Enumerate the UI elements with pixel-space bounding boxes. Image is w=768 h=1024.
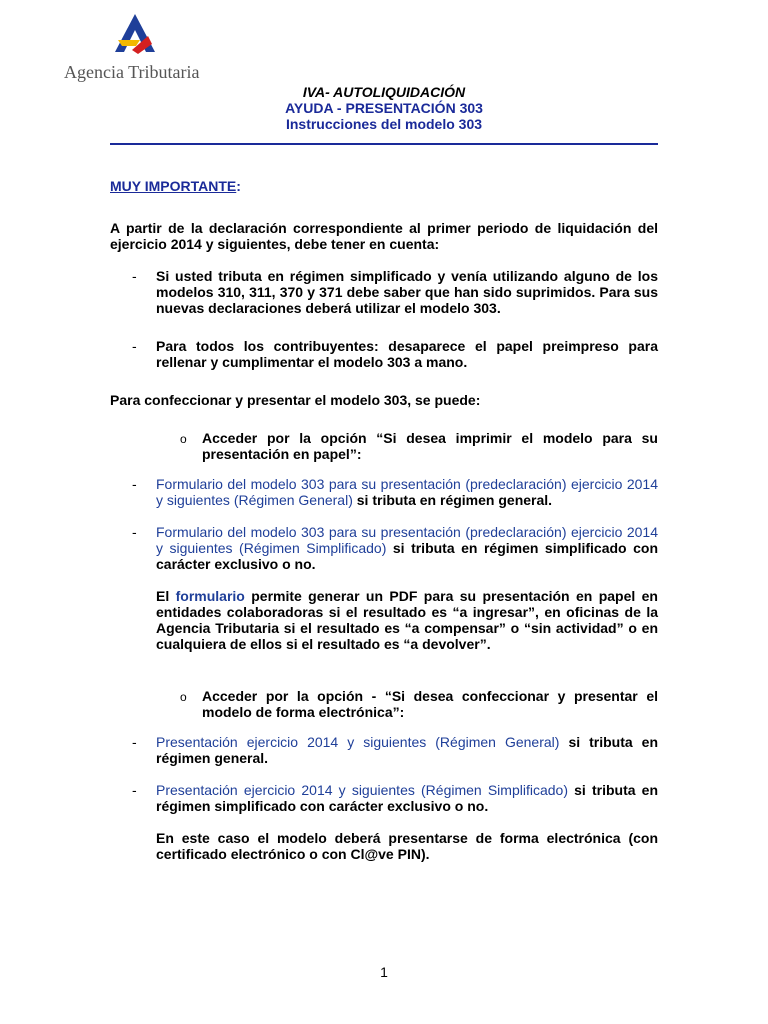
form-general-link[interactable]: Formulario del modelo 303 para su presentación (predeclaración) ejercicio 2014 y siguientes (Régimen General) — [156, 476, 658, 508]
important-label: MUY IMPORTANTE — [110, 178, 237, 194]
intro-paragraph: A partir de la declaración correspondiente al primer periodo de liquidación del ejercicio 2014 y siguientes, debe tener en cuenta: — [110, 220, 658, 252]
document-header — [110, 84, 658, 132]
option-electronic-text: Acceder por la opción - “Si desea confeccionar y presentar el modelo de forma electrónica”: — [202, 688, 658, 720]
circle-marker: o — [180, 690, 187, 704]
document-body — [110, 178, 658, 862]
agencia-tributaria-logo — [64, 10, 214, 80]
list-item — [110, 268, 658, 316]
presentation-general-link[interactable]: Presentación ejercicio 2014 y siguientes (Régimen General) — [156, 734, 560, 750]
lead-paragraph: Para confeccionar y presentar el modelo 303, se puede: — [110, 392, 481, 408]
list-item — [110, 476, 658, 508]
pdf-paragraph — [110, 588, 658, 652]
header-subtitle: AYUDA - PRESENTACIÓN 303 — [285, 100, 483, 116]
pdf-pre-text: El — [156, 588, 176, 604]
closing-paragraph: En este caso el modelo deberá presentarse de forma electrónica (con certificado electrónico o con Cl@ve PIN). — [156, 830, 658, 862]
agencia-tributaria-emblem-icon — [112, 12, 158, 58]
presentation-simplified-text: si tributa en régimen simplificado con carácter exclusivo o no. — [156, 782, 659, 814]
list-item — [110, 338, 658, 370]
header-title: IVA- AUTOLIQUIDACIÓN — [302, 84, 466, 100]
option-electronic — [110, 688, 658, 720]
form-simplified-link[interactable]: Formulario del modelo 303 para su presentación (predeclaración) ejercicio 2014 y siguientes (Régimen Simplificado) — [156, 524, 658, 556]
dash-marker: - — [132, 476, 137, 492]
page-number: 1 — [380, 964, 388, 980]
presentation-general-text: si tributa en régimen general. — [156, 734, 659, 766]
formulario-link[interactable]: formulario — [175, 588, 245, 604]
circle-marker: o — [180, 432, 187, 446]
header-divider — [110, 143, 658, 145]
option-paper — [110, 430, 658, 462]
dash-marker: - — [132, 782, 137, 798]
dash-marker: - — [132, 338, 137, 354]
presentation-simplified-link[interactable]: Presentación ejercicio 2014 y siguientes (Régimen Simplificado) — [156, 782, 568, 798]
bullet-text: Si usted tributa en régimen simplificado y venía utilizando alguno de los modelos 310, 311, 370 y 371 debe saber que han sido suprimidos. Para sus nuevas declaraciones deberá utilizar el modelo 303. — [156, 268, 658, 316]
option-paper-text: Acceder por la opción “Si desea imprimir el modelo para su presentación en papel”: — [202, 430, 658, 462]
list-item — [110, 782, 658, 814]
form-simplified-text: si tributa en régimen simplificado con carácter exclusivo o no. — [156, 540, 659, 572]
header-instructions: Instrucciones del modelo 303 — [285, 116, 483, 132]
list-item — [110, 524, 658, 572]
pdf-post-text: permite generar un PDF para su presentación en papel en entidades colaboradoras si el resultado es “a ingresar”, en oficinas de la Agencia Tributaria si el resultado es “a compensar” o “sin actividad” o en cualquiera de ellos si el resultado es “a devolver”. — [156, 588, 658, 652]
dash-marker: - — [132, 268, 137, 284]
dash-marker: - — [132, 524, 137, 540]
form-general-text: si tributa en régimen general. — [352, 492, 553, 508]
list-item — [110, 734, 658, 766]
logo-text: Agencia Tributaria — [64, 62, 200, 82]
bullet-text: Para todos los contribuyentes: desaparece el papel preimpreso para rellenar y cumplimentar el modelo 303 a mano. — [156, 338, 658, 370]
important-colon: : — [236, 178, 241, 194]
dash-marker: - — [132, 734, 137, 750]
important-heading — [110, 178, 658, 194]
